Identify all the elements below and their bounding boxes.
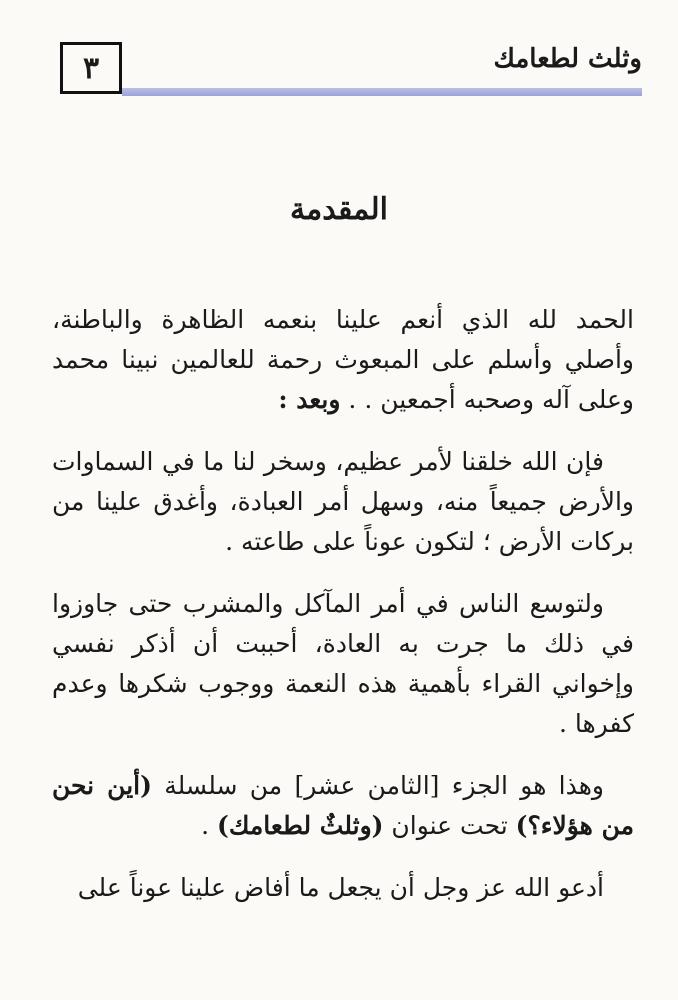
book-title: (وثلثٌ لطعامك): [216, 811, 384, 840]
paragraph-4: [52, 766, 634, 846]
body-text: [52, 300, 634, 930]
paragraph-1-text: الحمد لله الذي أنعم علينا بنعمه الظاهرة والباطنة، وأصلي وأسلم على المبعوث رحمة للعالمين نبينا محمد وعلى آله وصحبه أجمعين . .: [52, 305, 634, 414]
header-rule: [122, 88, 642, 96]
page-number: ٣: [60, 42, 122, 94]
running-title: وثلث لطعامك: [493, 44, 642, 74]
paragraph-3: ولتوسع الناس في أمر المآكل والمشرب حتى جاوزوا في ذلك ما جرت به العادة، أحببت أن أذكر نفسي وإخواني القراء بأهمية هذه النعمة ووجوب شكرها وعدم كفرها .: [52, 589, 634, 738]
paragraph-2: فإن الله خلقنا لأمر عظيم، وسخر لنا ما في السماوات والأرض جميعاً منه، وسهل أمر العبادة، وأغدق علينا من بركات الأرض ؛ لتكون عوناً على طاعته .: [52, 447, 634, 556]
paragraph-4-text-b: تحت عنوان: [391, 811, 508, 840]
paragraph-5: أدعو الله عز وجل أن يجعل ما أفاض علينا عوناً على: [77, 873, 604, 902]
paragraph-1: [52, 300, 634, 420]
page-header: [60, 38, 642, 98]
paragraph-4-text-a: وهذا هو الجزء [الثامن عشر] من سلسلة: [164, 771, 604, 800]
section-heading: المقدمة: [290, 192, 388, 227]
paragraph-4-end: .: [201, 811, 210, 840]
paragraph-1-bold: وبعد :: [278, 385, 341, 414]
series-name: (أين نحن من هؤلاء؟): [52, 771, 634, 840]
